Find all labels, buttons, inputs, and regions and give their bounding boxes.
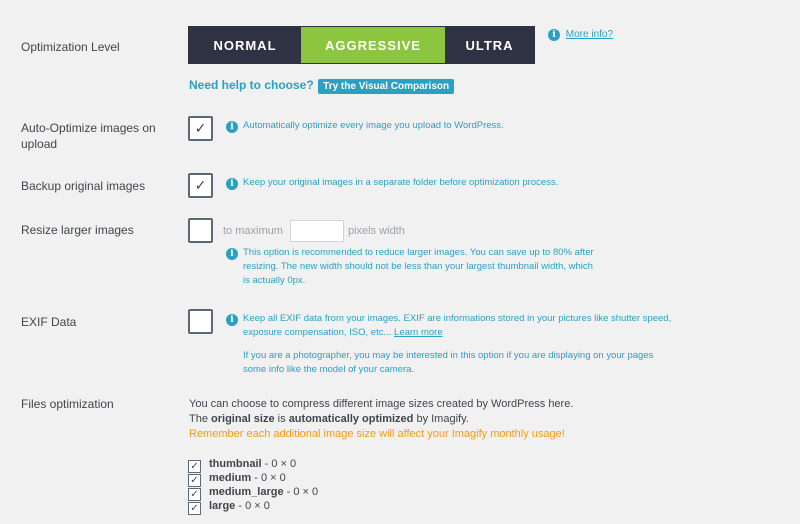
medium-checkbox[interactable]: ✓ (188, 474, 201, 487)
resize-prefix: to maximum (223, 225, 283, 237)
thumbnail-checkbox[interactable]: ✓ (188, 460, 201, 473)
resize-checkbox[interactable] (188, 218, 213, 243)
backup-note (226, 176, 558, 190)
files-line2-post: by Imagify. (416, 413, 469, 425)
size-item-large (188, 499, 270, 513)
files-line1: You can choose to compress different image sizes created by WordPress here. (189, 398, 574, 410)
exif-checkbox[interactable] (188, 309, 213, 334)
backup-checkbox[interactable] (188, 173, 213, 198)
level-aggressive-button[interactable]: AGGRESSIVE (301, 27, 445, 63)
exif-extra-line1: If you are a photographer, you may be interested in this option if you are displaying on your pages (243, 350, 654, 361)
auto-optimize-note (226, 119, 504, 133)
size-name: medium (209, 472, 252, 484)
auto-optimize-label-line2: upload (21, 137, 58, 151)
auto-optimize-checkbox[interactable] (188, 116, 213, 141)
info-icon: i (226, 178, 238, 190)
level-normal-button[interactable]: NORMAL (189, 27, 301, 63)
medium-large-checkbox[interactable]: ✓ (188, 488, 201, 501)
files-auto-optimized: automatically optimized (288, 413, 414, 425)
files-warning: Remember each additional image size will affect your Imagify monthly usage! (189, 428, 565, 440)
resize-width-input[interactable] (290, 220, 344, 242)
more-info-link[interactable]: More info? (565, 29, 614, 40)
backup-note-text: Keep your original images in a separate folder before optimization process. (243, 177, 559, 188)
size-name: thumbnail (209, 458, 262, 470)
info-icon: i (226, 314, 238, 326)
learn-more-link[interactable]: Learn more (394, 327, 443, 338)
exif-note-line2: exposure compensation, ISO, etc... (243, 327, 392, 338)
level-ultra-button[interactable]: ULTRA (445, 27, 534, 63)
resize-suffix: pixels width (348, 225, 405, 237)
info-icon: i (226, 121, 238, 133)
auto-optimize-label (21, 120, 156, 152)
optimization-level-label: Optimization Level (21, 40, 120, 54)
files-line2-pre: The (189, 413, 208, 425)
check-icon: ✓ (194, 120, 207, 136)
info-icon: i (226, 248, 238, 260)
files-description (189, 397, 573, 442)
auto-optimize-note-text: Automatically optimize every image you upload to WordPress. (243, 120, 504, 131)
backup-label: Backup original images (21, 179, 146, 193)
exif-label: EXIF Data (21, 315, 77, 329)
info-icon: i (548, 29, 560, 41)
large-checkbox[interactable]: ✓ (188, 502, 201, 515)
size-dims: - 0 × 0 (238, 500, 270, 512)
size-dims: - 0 × 0 (264, 458, 297, 470)
help-choose-text: Need help to choose? (189, 78, 314, 92)
auto-optimize-label-line1: Auto-Optimize images on (21, 121, 156, 135)
exif-extra-line2: some info like the model of your camera. (243, 364, 415, 375)
resize-label: Resize larger images (21, 223, 134, 237)
resize-note-line1: This option is recommended to reduce larger images. You can save up to 80% after (243, 247, 594, 258)
files-line2 (189, 412, 573, 427)
resize-note-line3: is actually 0px. (243, 275, 306, 286)
more-info (548, 29, 613, 41)
resize-note (226, 246, 594, 288)
files-original-size: original size (211, 413, 275, 425)
size-name: large (209, 500, 236, 512)
size-item-medium (188, 471, 286, 485)
files-optimization-label: Files optimization (21, 397, 114, 411)
visual-comparison-button[interactable]: Try the Visual Comparison (318, 79, 454, 94)
files-line2-mid: is (277, 413, 286, 425)
help-choose (189, 76, 454, 94)
size-name: medium_large (209, 486, 284, 498)
resize-note-line2: resizing. The new width should not be less than your largest thumbnail width, which (243, 261, 593, 272)
size-dims: - 0 × 0 (254, 472, 286, 484)
size-dims: - 0 × 0 (286, 486, 319, 498)
size-item-medium-large (188, 485, 318, 499)
check-icon: ✓ (194, 177, 207, 193)
optimization-level-toggle (188, 26, 535, 64)
exif-note (226, 312, 671, 377)
exif-note-line1: Keep all EXIF data from your images. EXIF are informations stored in your pictures like shutter speed, (243, 313, 672, 324)
size-item-thumbnail (188, 457, 296, 471)
